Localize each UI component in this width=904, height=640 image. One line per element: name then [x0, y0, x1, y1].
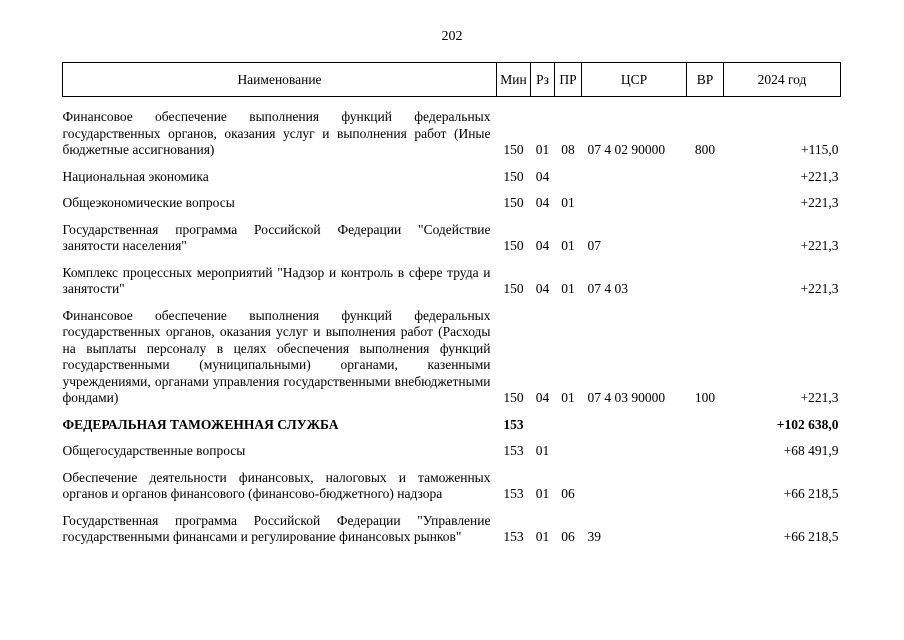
cell-amount: +102 638,0 — [776, 416, 839, 432]
cell-min: 153 — [503, 529, 524, 544]
cell-vr — [687, 255, 724, 298]
budget-table — [62, 62, 841, 546]
cell-pr: 01 — [561, 238, 575, 253]
cell-csr — [582, 159, 687, 186]
cell-name: Комплекс процессных мероприятий "Надзор и контроль в сфере труда и занятости" — [62, 264, 491, 296]
page-number: 202 — [441, 29, 463, 44]
cell-pr: 06 — [561, 486, 575, 501]
cell-min: 150 — [503, 238, 524, 253]
cell-vr: 800 — [694, 142, 716, 157]
cell-rz: 04 — [535, 390, 550, 405]
cell-min: 150 — [503, 195, 524, 210]
cell-min: 150 — [503, 142, 524, 157]
cell-vr — [687, 407, 724, 434]
cell-amount: +68 491,9 — [783, 443, 839, 458]
cell-csr — [582, 407, 687, 434]
table-row — [63, 433, 841, 460]
cell-pr — [555, 407, 582, 434]
cell-vr — [687, 433, 724, 460]
table-body — [63, 97, 841, 546]
cell-min: 150 — [503, 168, 524, 184]
cell-rz: 04 — [535, 195, 550, 210]
cell-rz: 01 — [535, 486, 550, 501]
cell-pr: 01 — [561, 281, 575, 296]
cell-pr — [555, 159, 582, 186]
cell-amount: +66 218,5 — [783, 529, 839, 544]
cell-csr: 07 — [587, 238, 601, 253]
cell-amount: +66 218,5 — [783, 486, 839, 501]
cell-csr: 07 4 03 — [587, 281, 628, 296]
table-row — [63, 97, 841, 159]
header-rz: Рз — [531, 63, 555, 97]
cell-amount: +221,3 — [800, 195, 839, 210]
cell-amount: +115,0 — [801, 142, 839, 157]
cell-name: Общеэкономические вопросы — [62, 195, 235, 210]
cell-pr: 01 — [561, 195, 575, 210]
cell-amount: +221,3 — [800, 281, 839, 296]
table-header-row — [63, 63, 841, 97]
cell-name: Общегосударственные вопросы — [62, 443, 246, 458]
cell-min: 150 — [503, 390, 524, 405]
cell-rz: 04 — [535, 168, 550, 184]
cell-amount: +221,3 — [800, 390, 839, 405]
cell-name: Финансовое обеспечение выполнения функций федеральных государственных органов, оказания услуг и выполнения работ (Расходы на выплаты персоналу в целях обеспечения выполнения функций государственными (муниципальными) органами, казенными учреждениями, органами управления государственными внебюджетными фондами) — [62, 307, 491, 405]
cell-min: 150 — [503, 281, 524, 296]
cell-rz: 01 — [535, 443, 550, 458]
cell-rz: 01 — [535, 529, 550, 544]
table-row — [63, 255, 841, 298]
table-row — [63, 185, 841, 212]
cell-amount: +221,3 — [800, 168, 839, 184]
cell-pr: 08 — [561, 142, 575, 157]
table-row — [63, 159, 841, 186]
cell-name: ФЕДЕРАЛЬНАЯ ТАМОЖЕННАЯ СЛУЖБА — [62, 416, 339, 432]
cell-csr: 07 4 02 90000 — [587, 142, 666, 157]
cell-pr: 01 — [561, 390, 575, 405]
cell-name: Обеспечение деятельности финансовых, налоговых и таможенных органов и органов финансового (финансово-бюджетного) надзора — [62, 469, 491, 501]
cell-amount: +221,3 — [800, 238, 839, 253]
cell-vr — [687, 212, 724, 255]
cell-vr — [687, 503, 724, 546]
cell-min: 153 — [503, 416, 524, 432]
cell-rz: 04 — [535, 238, 550, 253]
cell-name: Финансовое обеспечение выполнения функций федеральных государственных органов, оказания услуг и выполнения работ (Иные бюджетные ассигнования) — [62, 109, 491, 157]
cell-csr — [582, 460, 687, 503]
header-name: Наименование — [63, 63, 497, 97]
cell-vr — [687, 159, 724, 186]
header-vr: ВР — [687, 63, 724, 97]
cell-rz: 01 — [535, 142, 550, 157]
cell-min: 153 — [503, 486, 524, 501]
table-row — [63, 503, 841, 546]
cell-rz — [531, 407, 555, 434]
header-csr: ЦСР — [582, 63, 687, 97]
cell-name: Национальная экономика — [62, 168, 209, 184]
cell-csr — [582, 185, 687, 212]
table-row — [63, 460, 841, 503]
table-row — [63, 407, 841, 434]
cell-pr — [555, 433, 582, 460]
cell-csr: 07 4 03 90000 — [587, 390, 666, 405]
cell-name: Государственная программа Российской Федерации "Содействие занятости населения" — [62, 221, 491, 253]
header-pr: ПР — [555, 63, 582, 97]
cell-min: 153 — [503, 443, 524, 458]
header-min: Мин — [497, 63, 531, 97]
cell-vr: 100 — [694, 390, 716, 405]
cell-rz: 04 — [535, 281, 550, 296]
table-row — [63, 212, 841, 255]
header-year: 2024 год — [724, 63, 841, 97]
cell-csr — [582, 433, 687, 460]
cell-pr: 06 — [561, 529, 575, 544]
table-row — [63, 298, 841, 407]
cell-csr: 39 — [587, 529, 601, 544]
cell-name: Государственная программа Российской Федерации "Управление государственными финансами и регулирование финансовых рынков" — [62, 512, 491, 544]
cell-vr — [687, 460, 724, 503]
cell-vr — [687, 185, 724, 212]
